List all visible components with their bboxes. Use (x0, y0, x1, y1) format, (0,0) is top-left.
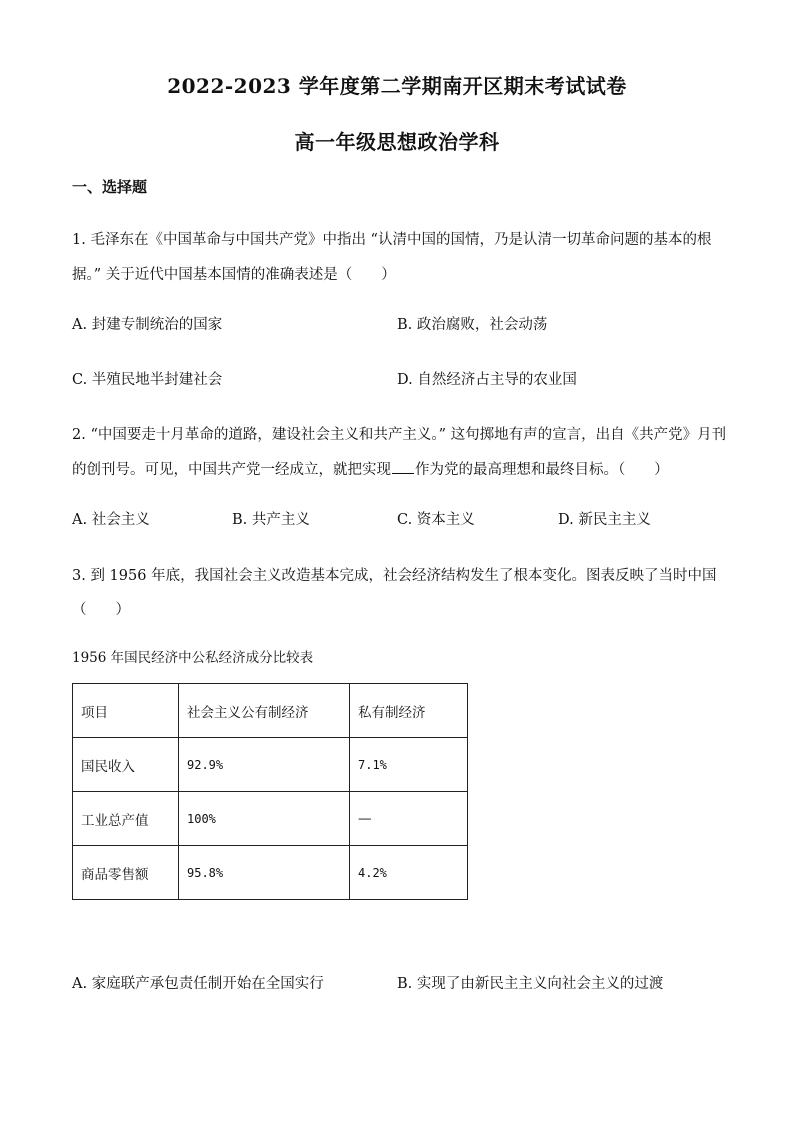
table-cell-private: — (350, 792, 468, 846)
table-cell-item: 商品零售额 (73, 846, 179, 900)
question-1-option-d[interactable]: D. 自然经济占主导的农业国 (397, 372, 577, 388)
table-header-cell: 私有制经济 (350, 684, 468, 738)
table-cell-item: 国民收入 (73, 738, 179, 792)
question-1-option-a[interactable]: A. 封建专制统治的国家 (72, 317, 223, 333)
question-3-option-b[interactable]: B. 实现了由新民主主义向社会主义的过渡 (397, 976, 664, 992)
question-1-option-c[interactable]: C. 半殖民地半封建社会 (72, 372, 223, 388)
table-caption: 1956 年国民经济中公私经济成分比较表 (72, 650, 314, 666)
table-cell-public: 100% (179, 792, 350, 846)
economy-comparison-table (72, 683, 468, 900)
table-header-row (73, 684, 468, 738)
exam-title: 2022-2023 学年度第二学期南开区期末考试试卷 (167, 74, 627, 98)
exam-subtitle: 高一年级思想政治学科 (294, 130, 500, 154)
question-2-line-1: 2. “中国要走十月革命的道路，建设社会主义和共产主义。” 这句掷地有声的宣言，出自《共产党》月刊 (72, 427, 727, 443)
question-1-option-b[interactable]: B. 政治腐败，社会动荡 (397, 317, 548, 333)
table-cell-private: 7.1% (350, 738, 468, 792)
question-3-option-a[interactable]: A. 家庭联产承包责任制开始在全国实行 (72, 976, 324, 992)
question-2-line-2-end: 作为党的最高理想和最终目标。（ ） (415, 462, 669, 478)
section-heading: 一、选择题 (72, 178, 148, 196)
table-header-cell: 社会主义公有制经济 (179, 684, 350, 738)
question-2-option-c[interactable]: C. 资本主义 (397, 512, 475, 528)
question-1-line-2: 据。” 关于近代中国基本国情的准确表述是（ ） (72, 267, 396, 283)
question-2-option-b[interactable]: B. 共产主义 (232, 512, 310, 528)
question-2-option-a[interactable]: A. 社会主义 (72, 512, 150, 528)
table-cell-item: 工业总产值 (73, 792, 179, 846)
question-2-line-2 (72, 458, 669, 479)
table-cell-public: 95.8% (179, 846, 350, 900)
table-row (73, 738, 468, 792)
question-3-line-1: 3. 到 1956 年底，我国社会主义改造基本完成，社会经济结构发生了根本变化。图表反映了当时中国 (72, 568, 717, 584)
table-row (73, 792, 468, 846)
question-1-line-1: 1. 毛泽东在《中国革命与中国共产党》中指出 “认清中国的国情，乃是认清一切革命问题的基本的根 (72, 232, 712, 248)
question-2-option-d[interactable]: D. 新民主主义 (558, 512, 651, 528)
question-2-line-2-start: 的创刊号。可见，中国共产党一经成立，就把实现 (72, 462, 391, 478)
question-3-line-2: （ ） (72, 602, 130, 618)
table-cell-private: 4.2% (350, 846, 468, 900)
fill-in-blank (392, 472, 414, 474)
table-row (73, 846, 468, 900)
table-header-cell: 项目 (73, 684, 179, 738)
table-cell-public: 92.9% (179, 738, 350, 792)
